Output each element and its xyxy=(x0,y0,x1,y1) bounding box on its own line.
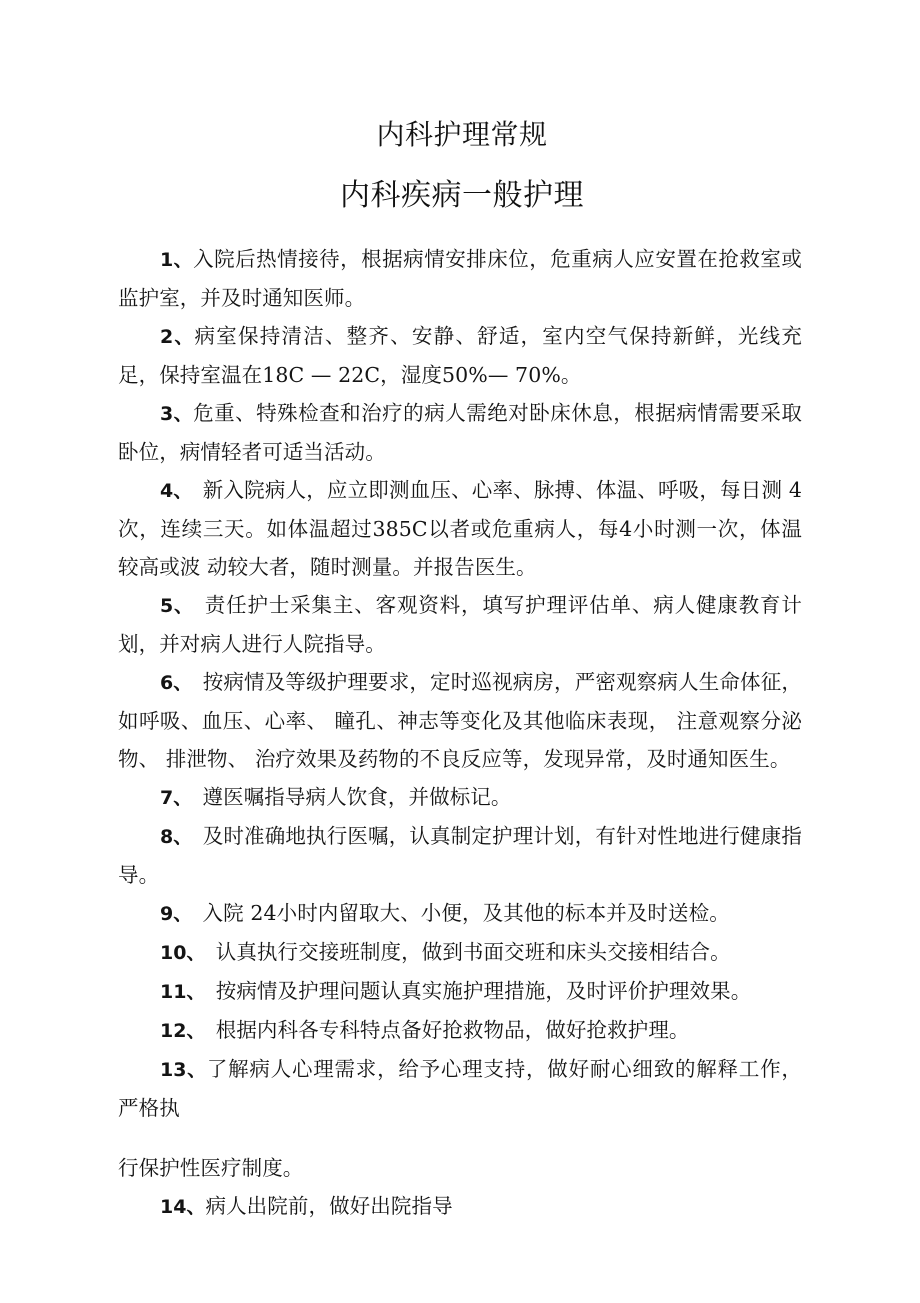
clause-item xyxy=(118,972,802,1011)
clause-item xyxy=(118,1011,802,1050)
clause-text: 危重、特殊检查和治疗的病人需绝对卧床休息，根据病情需要采取卧位，病情轻者可适当活动。 xyxy=(118,401,802,464)
document-body xyxy=(118,118,802,1226)
clause-item xyxy=(118,240,802,317)
clause-item xyxy=(118,317,802,394)
clause-text: 行保护性医疗制度。 xyxy=(118,1156,304,1180)
clause-text: 新入院病人，应立即测血压、心率、脉搏、体温、呼吸，每日测 4 次，连续三天。如体温超过385C以者或危重病人，每4小时测一次，体温较高或波 动较大者，随时测量。并报告医生。 xyxy=(118,478,802,579)
clause-text: 入院 24小时内留取大、小便，及其他的标本并及时送检。 xyxy=(202,901,730,925)
clause-number: 10、 xyxy=(160,942,206,964)
clause-number: 9、 xyxy=(160,903,193,925)
clause-item xyxy=(118,1187,802,1226)
clause-number: 1、 xyxy=(160,249,194,271)
clause-item xyxy=(118,1050,802,1127)
clause-text: 了解病人心理需求，给予心理支持，做好耐心细致的解释工作，严格执 xyxy=(118,1057,802,1120)
clause-number: 14、 xyxy=(160,1196,206,1218)
clause-text: 遵医嘱指导病人饮食，并做标记。 xyxy=(202,785,512,809)
clause-text: 按病情及等级护理要求，定时巡视病房，严密观察病人生命体征，如呼吸、血压、心率、 瞳孔、神志等变化及其他临床表现， 注意观察分泌物、 排泄物、 治疗效果及药物的不良反应等，发现异常，及时通知医生。 xyxy=(118,670,802,771)
clause-number: 6、 xyxy=(160,672,193,694)
clause-item xyxy=(118,894,802,933)
clause-number: 11、 xyxy=(160,981,206,1003)
clause-item xyxy=(118,471,802,586)
clause-number: 4、 xyxy=(160,480,193,502)
clause-number: 5、 xyxy=(160,595,194,617)
clause-item xyxy=(118,394,802,471)
clause-continuation xyxy=(118,1149,802,1187)
clause-item xyxy=(118,817,802,894)
clause-text: 认真执行交接班制度，做到书面交班和床头交接相结合。 xyxy=(215,940,731,964)
clause-text: 责任护士采集主、客观资料，填写护理评估单、病人健康教育计划，并对病人进行人院指导。 xyxy=(118,593,802,656)
clause-text: 按病情及护理问题认真实施护理措施，及时评价护理效果。 xyxy=(215,979,752,1003)
clause-text: 病人出院前，做好出院指导 xyxy=(205,1194,453,1218)
clause-text: 入院后热情接待，根据病情安排床位，危重病人应安置在抢救室或监护室，并及时通知医师。 xyxy=(118,247,802,310)
page-subtitle: 内科疾病一般护理 xyxy=(340,178,584,213)
clause-number: 12、 xyxy=(160,1020,206,1042)
clause-text: 根据内科各专科特点备好抢救物品，做好抢救护理。 xyxy=(215,1018,690,1042)
clause-number: 7、 xyxy=(160,787,193,809)
clause-item xyxy=(118,933,802,972)
clause-item xyxy=(118,586,802,663)
clause-number: 8、 xyxy=(160,826,193,848)
clause-text: 及时准确地执行医嘱，认真制定护理计划，有针对性地进行健康指导。 xyxy=(118,824,802,887)
clause-number: 13、 xyxy=(160,1059,207,1081)
clause-text: 病室保持清洁、整齐、安静、舒适，室内空气保持新鲜，光线充足，保持室温在18C — 22C，湿度50%— 70%。 xyxy=(118,324,802,387)
clause-number: 3、 xyxy=(160,403,194,425)
page-title: 内科护理常规 xyxy=(376,118,548,151)
clause-item xyxy=(118,778,802,817)
clause-number: 2、 xyxy=(160,326,195,348)
clause-item xyxy=(118,663,802,778)
